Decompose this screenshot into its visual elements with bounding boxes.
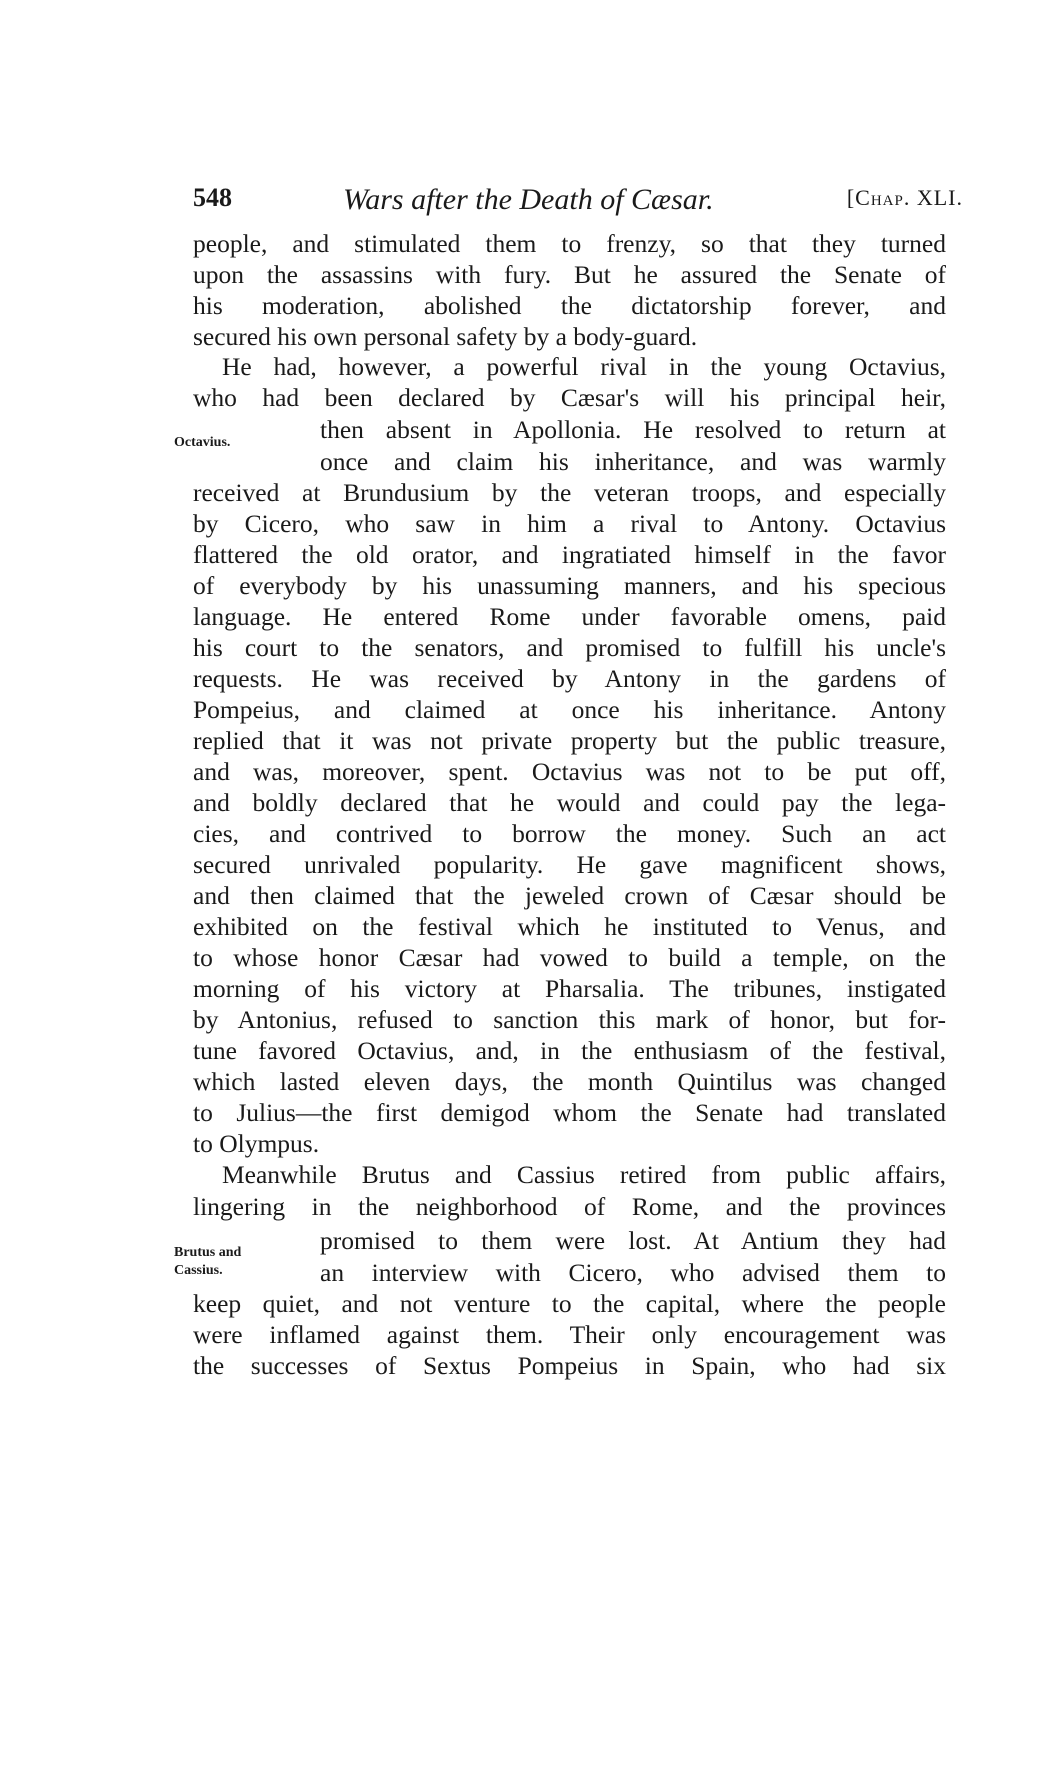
text-line: of everybody by his unassuming manners, and his specious: [193, 571, 946, 600]
text-line: secured his own personal safety by a body-guard.: [193, 322, 698, 351]
text-line: flattered the old orator, and ingratiated himself in the favor: [193, 540, 946, 569]
text-line: and was, moreover, spent. Octavius was not to be put off,: [193, 757, 946, 786]
text-line: secured unrivaled popularity. He gave magnificent shows,: [193, 850, 946, 879]
sidenote-brutus-line-2: Cassius.: [174, 1263, 223, 1278]
text-line: were inflamed against them. Their only encouragement was: [193, 1320, 946, 1349]
text-line: Pompeius, and claimed at once his inheritance. Antony: [193, 695, 946, 724]
text-line: to Olympus.: [193, 1129, 320, 1158]
text-line: lingering in the neighborhood of Rome, and the provinces: [193, 1192, 946, 1221]
text-line: replied that it was not private property but the public treasure,: [193, 726, 946, 755]
sidenote-brutus-line-1: Brutus and: [174, 1245, 242, 1260]
text-line: tune favored Octavius, and, in the enthusiasm of the festival,: [193, 1036, 946, 1065]
text-line: his moderation, abolished the dictatorship forever, and: [193, 291, 946, 320]
text-line: Meanwhile Brutus and Cassius retired from public affairs,: [222, 1160, 946, 1189]
running-head: [193, 183, 963, 223]
text-line: exhibited on the festival which he instituted to Venus, and: [193, 912, 946, 941]
text-line: by Antonius, refused to sanction this mark of honor, but for-: [193, 1005, 946, 1034]
text-line: people, and stimulated them to frenzy, so that they turned: [193, 229, 946, 258]
text-line: once and claim his inheritance, and was warmly: [320, 447, 946, 476]
text-line: which lasted eleven days, the month Quintilus was changed: [193, 1067, 946, 1096]
sidenote-octavius: Octavius.: [174, 435, 231, 450]
text-line: by Cicero, who saw in him a rival to Antony. Octavius: [193, 509, 946, 538]
text-line: the successes of Sextus Pompeius in Spain, who had six: [193, 1351, 946, 1380]
text-line: morning of his victory at Pharsalia. The tribunes, instigated: [193, 974, 946, 1003]
text-line: received at Brundusium by the veteran troops, and especially: [193, 478, 946, 507]
page-number: 548: [193, 183, 232, 212]
text-line: then absent in Apollonia. He resolved to return at: [320, 415, 946, 444]
text-line: cies, and contrived to borrow the money. Such an act: [193, 819, 946, 848]
text-line: and then claimed that the jeweled crown of Cæsar should be: [193, 881, 946, 910]
text-line: requests. He was received by Antony in the gardens of: [193, 664, 946, 693]
running-title: Wars after the Death of Cæsar.: [343, 183, 714, 216]
text-line: keep quiet, and not venture to the capital, where the people: [193, 1289, 946, 1318]
text-line: an interview with Cicero, who advised them to: [320, 1258, 946, 1287]
text-line: who had been declared by Cæsar's will his principal heir,: [193, 383, 946, 412]
text-line: and boldly declared that he would and could pay the lega-: [193, 788, 946, 817]
text-line: upon the assassins with fury. But he assured the Senate of: [193, 260, 946, 289]
text-line: He had, however, a powerful rival in the young Octavius,: [222, 352, 946, 381]
text-line: his court to the senators, and promised to fulfill his uncle's: [193, 633, 946, 662]
text-line: promised to them were lost. At Antium they had: [320, 1226, 946, 1255]
text-line: to Julius—the first demigod whom the Senate had translated: [193, 1098, 946, 1127]
text-line: to whose honor Cæsar had vowed to build a temple, on the: [193, 943, 946, 972]
text-line: language. He entered Rome under favorable omens, paid: [193, 602, 946, 631]
chapter-reference: [Chap. XLI.: [846, 185, 963, 210]
